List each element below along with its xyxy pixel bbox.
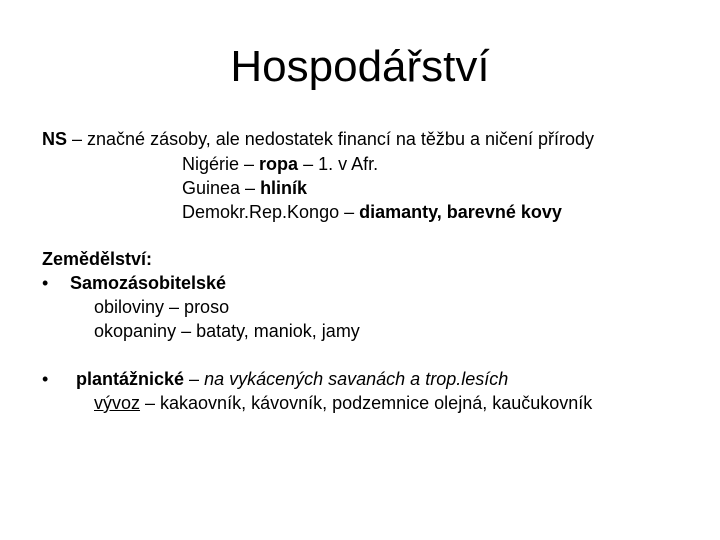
nigeria-country: Nigérie –: [182, 154, 260, 174]
bullet-subsistence: [42, 272, 227, 294]
ns-line: [42, 128, 594, 150]
slide-title: Hospodářství: [230, 42, 490, 91]
ns-label: NS: [42, 129, 68, 149]
guinea-line: [182, 177, 307, 199]
nigeria-line: [182, 153, 378, 175]
export-label: vývoz: [94, 393, 141, 413]
sub-item-root-crops: okopaniny – bataty, maniok, jamy: [94, 321, 360, 341]
sub-item-cereals: obiloviny – proso: [94, 297, 230, 317]
guinea-country: Guinea –: [182, 178, 261, 198]
plantation-description: na vykácených savanách a trop.lesích: [204, 369, 509, 389]
congo-resource: diamanty, barevné kovy: [359, 202, 562, 222]
export-text: – kakaovník, kávovník, podzemnice olejná, kaučukovník: [140, 393, 593, 413]
nigeria-resource: ropa: [259, 154, 299, 174]
bullet-marker: •: [42, 273, 49, 293]
plantation-dash: –: [184, 369, 205, 389]
plantation-text: [76, 368, 508, 390]
congo-line: [182, 201, 562, 223]
bullet-plantation: [42, 368, 509, 390]
ns-text: – značné zásoby, ale nedostatek financí na těžbu a ničení přírody: [67, 129, 595, 149]
export-line: [94, 392, 592, 414]
congo-country: Demokr.Rep.Kongo –: [182, 202, 360, 222]
plantation-label: plantážnické: [76, 369, 185, 389]
agriculture-heading: Zemědělství:: [42, 249, 153, 269]
guinea-resource: hliník: [260, 178, 308, 198]
nigeria-rest: – 1. v Afr.: [298, 154, 379, 174]
subsistence-label: Samozásobitelské: [70, 273, 227, 293]
bullet-marker: •: [42, 369, 49, 389]
